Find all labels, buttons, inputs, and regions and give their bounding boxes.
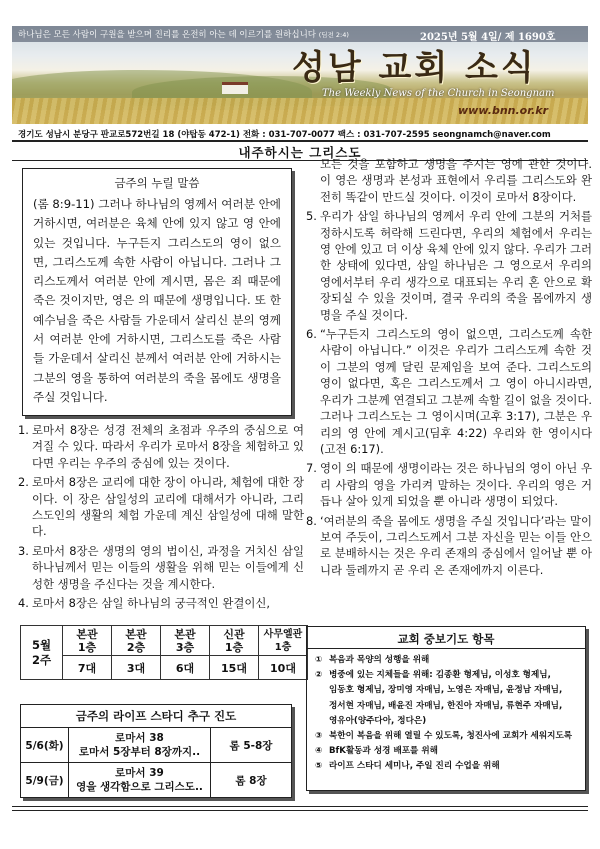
point-text: ‘여러분의 죽을 몸에도 생명을 주실 것입니다’라는 말이 보여 주듯이, 그리스도께서 그분 자신을 믿는 이들 안으로 분배하시는 것은 우리 존재의 중심에서 일어날 뿐 아니라 둘레까지 곧 우리 온 존재에까지 이른다. [320, 513, 592, 577]
life-study-date: 5/9(금) [21, 763, 69, 797]
right-column [306, 156, 592, 581]
point-text: 로마서 8장은 성경 전체의 초점과 우주의 중심으로 여겨질 수 있다. 따라서 우리가 로마서 8장을 체험하고 있다면 우리는 우주의 중심에 있는 것이다. [32, 423, 304, 470]
life-study-range: 롬 8장 [235, 774, 267, 787]
prayer-item [315, 653, 577, 668]
point-item [18, 422, 304, 471]
life-study-row [21, 763, 291, 797]
header-verse [18, 28, 349, 40]
footer-rule [12, 806, 588, 807]
point-text: 로마서 8장은 생명의 영의 법이신, 과정을 거치신 삼일 하나님께서 믿는 이들의 생활을 위해 믿는 이들에게 신성한 생명을 주신다는 것을 계시한다. [32, 543, 304, 591]
point-text: “누구든지 그리스도의 영이 없으면, 그리스도께 속한 사람이 아닙니다.” 이것은 우리가 그리스도께 속한 것이 그분의 영께 달린 문제임을 보여 준다. 그리스도의 영이 없다면, 혹은 그리스도께서 그 영이 아니시라면, 우리가 그분께 연결되고 그분께 속할 길이 없을 것이다. 그러나 그리스도는 그 영이시며(고후 3:17), 그분은 우리의 영 안에 계시고(딤후 4:22) 우리와 한 영이시다(고전 6:17). [320, 327, 592, 456]
attendance-column-header: 본관 2층 [112, 626, 161, 656]
point-item [306, 208, 592, 323]
prayer-number: ④ [315, 746, 323, 757]
point-number: 4. [18, 596, 29, 611]
point-item [18, 474, 304, 540]
prayer-item [315, 759, 577, 774]
left-column [18, 422, 304, 614]
church-address: 경기도 성남시 분당구 판교로572번길 18 (야탑동 472-1) 전화 : 031-707-0077 팩스 : 031-707-2595 seongnamch@naver.com [18, 130, 551, 140]
point-item [306, 326, 592, 457]
prayer-item [315, 668, 577, 683]
attendance-column-header: 본관 3층 [161, 626, 210, 656]
point-number: 6. [306, 327, 317, 342]
prayer-box [306, 626, 586, 791]
point-number: 3. [18, 543, 29, 558]
header-verse-ref: (딤전 2:4) [318, 31, 349, 39]
attendance-column-header: 본관 1층 [63, 626, 112, 656]
life-study-reading: 로마서 39 영을 생각함으로 그리스도.. [69, 763, 211, 797]
point-continuation: 모든 것을 포함하고 생명을 주시는 영에 관한 것이다. 이 영은 생명과 본성과 표현에서 우리를 그리스도와 완전히 똑같이 만드실 것이다. 이것이 로마서 8장이다. [320, 157, 592, 204]
attendance-value: 3대 [112, 656, 161, 680]
prayer-number: ③ [315, 731, 323, 742]
life-study-reading: 로마서 38 로마서 5장부터 8장까지.. [69, 728, 211, 762]
scripture-box [22, 168, 292, 416]
point-text: 로마서 8장은 삼일 하나님의 궁극적인 완결이신, [32, 596, 271, 611]
page-headline: 내주하시는 그리스도 [238, 145, 362, 160]
scripture-text: (롬 8:9-11) 그러나 하나님의 영께서 여러분 안에 거하시면, 여러분은 육체 안에 있지 않고 영 안에 있는 것입니다. 누구든지 그리스도의 영이 없으면, 그리스도께 속한 사람이 아닙니다. 그러나 그리스도께서 여러분 안에 계시면, 몸은 죄 때문에 죽은 것이지만, 영은 의 때문에 생명입니다. 또 한 예수님을 죽은 사람들 가운데서 살리신 분의 영께서 여러분 안에 거하시면, 그리스도를 죽은 사람들 가운데서 살리신 분께서 여러분 안에 거하시는 그분의 영을 통하여 여러분의 죽을 몸에도 생명을 주실 것입니다. [33, 197, 281, 404]
life-study-box [20, 704, 292, 798]
point-text: 영이 의 때문에 생명이라는 것은 하나님의 영이 아닌 우리 사람의 영을 가리켜 말하는 것이다. 우리의 영은 거듭나 살아 있게 되었을 뿐 아니라 생명이 되었다. [320, 461, 592, 509]
footer-rule [12, 810, 588, 811]
point-item [18, 595, 304, 611]
prayer-text: 북한이 복음을 위해 열릴 수 있도록, 청진사에 교회가 세워지도록 [329, 731, 573, 742]
prayer-number: ② [315, 670, 323, 681]
prayer-text-line: 영유아(양주다아, 정다은) [329, 715, 427, 726]
attendance-column-header: 신관 1층 [210, 626, 259, 656]
prayer-text: 라이프 스타디 세미나, 주일 진리 수업을 위해 [329, 761, 500, 772]
life-study-title: 금주의 라이프 스타디 추구 진도 [21, 705, 291, 728]
prayer-text-line: 임동호 형제님, 장미영 자매님, 노영은 자매님, 윤정남 자매님, [329, 685, 563, 696]
point-number: 5. [306, 209, 317, 224]
attendance-week: 5월 2주 [21, 626, 63, 680]
prayer-item [315, 729, 577, 744]
prayer-item [315, 744, 577, 759]
scripture-title: 금주의 누릴 말씀 [114, 176, 200, 190]
website-link[interactable]: www.bnn.or.kr [458, 104, 549, 117]
attendance-column-header: 사무엘관 1층 [259, 626, 308, 656]
point-item [18, 543, 304, 592]
point-number: 1. [18, 423, 29, 437]
house-graphic [222, 82, 248, 94]
attendance-value: 10대 [259, 656, 308, 680]
point-number: 8. [306, 513, 317, 528]
prayer-number: ⑤ [315, 761, 323, 772]
life-study-date: 5/6(화) [21, 728, 69, 762]
point-number: 7. [306, 461, 317, 476]
life-study-row [21, 728, 291, 763]
attendance-table [20, 625, 308, 680]
point-number: 2. [18, 475, 29, 490]
prayer-text-line: 정서현 자매님, 배윤진 자매님, 한진아 자매님, 류현주 자매님, [329, 700, 563, 711]
newsletter-subtitle: The Weekly News of the Church in Seongnam [322, 88, 555, 99]
attendance-value: 15대 [210, 656, 259, 680]
prayer-number: ① [315, 655, 323, 665]
point-item [306, 460, 592, 509]
life-study-range: 롬 5-8장 [229, 739, 273, 752]
divider [12, 140, 588, 142]
attendance-value: 7대 [63, 656, 112, 680]
issue-date: 2025년 5월 4일/ 제 1690호 [420, 32, 556, 43]
prayer-text: 병중에 있는 지체들을 위해: 김종환 형제님, 이성호 형제님, [329, 670, 551, 681]
attendance-value: 6대 [161, 656, 210, 680]
header-verse-text: 하나님은 모든 사람이 구원을 받으며 진리를 온전히 아는 데 이르기를 원하십니다 [18, 30, 316, 40]
newsletter-title: 성남 교회 소식 [292, 48, 537, 88]
prayer-text: BfK활동과 성경 배포를 위해 [329, 746, 438, 757]
point-item [306, 513, 592, 579]
prayer-title: 교회 중보기도 항목 [307, 627, 585, 649]
point-text: 우리가 삼일 하나님의 영께서 우리 안에 그분의 거처를 정하시도록 허락해 드린다면, 우리의 체험에서 우리는 영 안에 있고 더 이상 육체 안에 있지 않다. 우리가 그러한 상태에 있다면, 삼일 하나님은 그 영으로서 우리의 영에서부터 우리 생각으로 대표되는 우리 혼 안으로 확장되실 수 있을 것이며, 결국 우리의 죽을 몸에까지 생명을 주실 것이다. [320, 209, 592, 322]
prayer-list [307, 649, 585, 779]
prayer-text: 복음과 목양의 성행을 위해 [329, 655, 430, 665]
point-text: 로마서 8장은 교리에 대한 장이 아니라, 체험에 대한 장이다. 이 장은 삼일성의 교리에 대해서가 아니라, 그리스도인의 생활의 체험 가운데 계신 삼일성에 대해 말한다. [32, 475, 304, 539]
